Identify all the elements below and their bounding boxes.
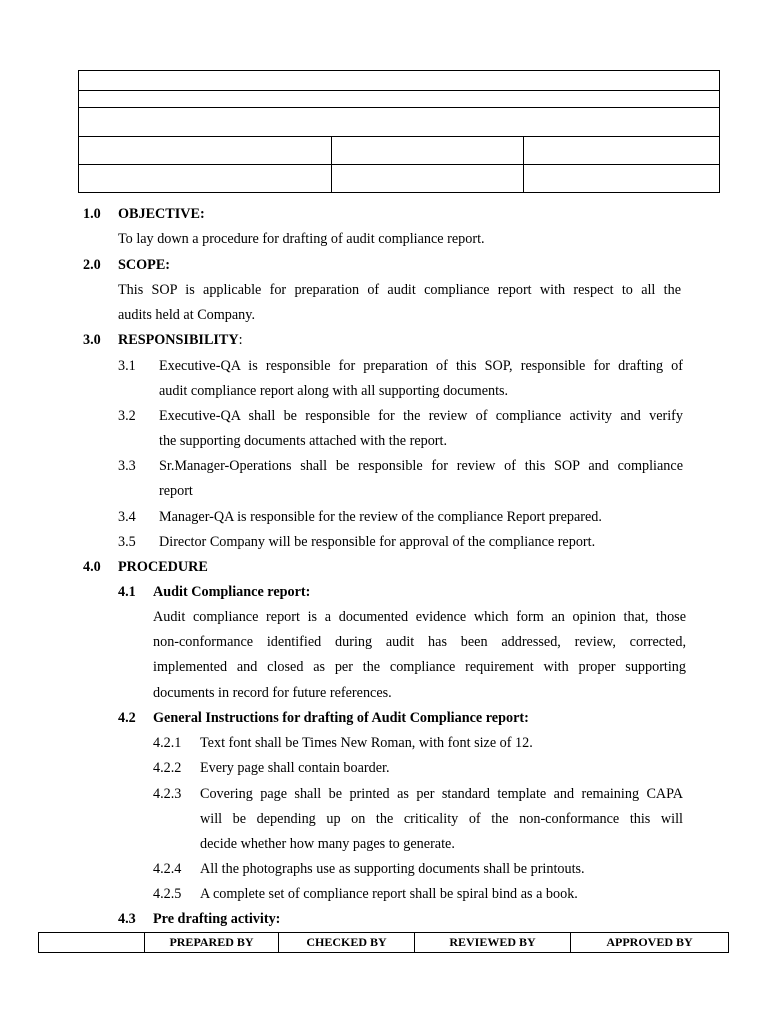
item-number: 4.2.2: [153, 760, 182, 776]
item-line: Covering page shall be printed as per standard template and remaining CAPA: [200, 786, 683, 802]
subsection-number: 4.1: [118, 584, 136, 600]
paragraph-line: non-conformance identified during audit has been addressed, review, corrected,: [153, 634, 686, 650]
reviewed-by-header: REVIEWED BY: [415, 933, 571, 953]
header-cell: [524, 165, 720, 193]
item-number: 3.5: [118, 534, 136, 550]
item-number: 3.2: [118, 408, 136, 424]
section-number: 2.0: [83, 257, 101, 273]
item-line: Manager-QA is responsible for the review of the compliance Report prepared.: [159, 509, 602, 525]
item-number: 3.4: [118, 509, 136, 525]
header-cell: [524, 137, 720, 165]
item-line: decide whether how many pages to generate.: [200, 836, 455, 852]
section-number: 4.0: [83, 559, 101, 575]
section-number: 3.0: [83, 332, 101, 348]
item-line: report: [159, 483, 193, 499]
section-title: OBJECTIVE:: [118, 206, 205, 222]
section-title: RESPONSIBILITY:: [118, 332, 243, 348]
item-number: 4.2.3: [153, 786, 182, 802]
item-number: 4.2.1: [153, 735, 182, 751]
item-line: A complete set of compliance report shall be spiral bind as a book.: [200, 886, 578, 902]
item-line: the supporting documents attached with the report.: [159, 433, 448, 449]
item-number: 4.2.5: [153, 886, 182, 902]
subsection-number: 4.3: [118, 911, 136, 927]
paragraph-line: To lay down a procedure for drafting of audit compliance report.: [118, 231, 485, 247]
header-cell: [79, 108, 720, 137]
item-line: All the photographs use as supporting documents shall be printouts.: [200, 861, 585, 877]
header-cell: [79, 137, 332, 165]
item-line: Sr.Manager-Operations shall be responsible for review of this SOP and compliance: [159, 458, 683, 474]
signature-table: [38, 932, 729, 953]
header-table: [78, 70, 720, 193]
paragraph-line: This SOP is applicable for preparation of audit compliance report with respect to all the: [118, 282, 681, 298]
header-cell: [79, 71, 720, 91]
item-line: audit compliance report along with all supporting documents.: [159, 383, 509, 399]
signature-blank-cell: [39, 933, 145, 953]
header-cell: [79, 91, 720, 108]
item-line: Text font shall be Times New Roman, with font size of 12.: [200, 735, 533, 751]
subsection-title: General Instructions for drafting of Audit Compliance report:: [153, 710, 529, 726]
approved-by-header: APPROVED BY: [571, 933, 729, 953]
header-cell: [79, 165, 332, 193]
paragraph-line: documents in record for future references.: [153, 685, 392, 701]
section-title: PROCEDURE: [118, 559, 208, 575]
header-cell: [332, 137, 524, 165]
subsection-title: Audit Compliance report:: [153, 584, 311, 600]
checked-by-header: CHECKED BY: [279, 933, 415, 953]
section-number: 1.0: [83, 206, 101, 222]
item-number: 3.1: [118, 358, 136, 374]
prepared-by-header: PREPARED BY: [145, 933, 279, 953]
header-cell: [332, 165, 524, 193]
section-title: SCOPE:: [118, 257, 171, 273]
item-number: 4.2.4: [153, 861, 182, 877]
item-line: will be depending up on the criticality of the non-conformance this will: [200, 811, 683, 827]
paragraph-line: implemented and closed as per the compliance requirement with proper supporting: [153, 659, 686, 675]
item-number: 3.3: [118, 458, 136, 474]
item-line: Executive-QA shall be responsible for the review of compliance activity and verify: [159, 408, 683, 424]
item-line: Director Company will be responsible for approval of the compliance report.: [159, 534, 596, 550]
paragraph-line: audits held at Company.: [118, 307, 255, 323]
paragraph-line: Audit compliance report is a documented evidence which form an opinion that, those: [153, 609, 686, 625]
subsection-title: Pre drafting activity:: [153, 911, 281, 927]
subsection-number: 4.2: [118, 710, 136, 726]
section-title-text: RESPONSIBILITY: [118, 332, 239, 348]
item-line: Executive-QA is responsible for preparation of this SOP, responsible for drafting of: [159, 358, 683, 374]
item-line: Every page shall contain boarder.: [200, 760, 390, 776]
